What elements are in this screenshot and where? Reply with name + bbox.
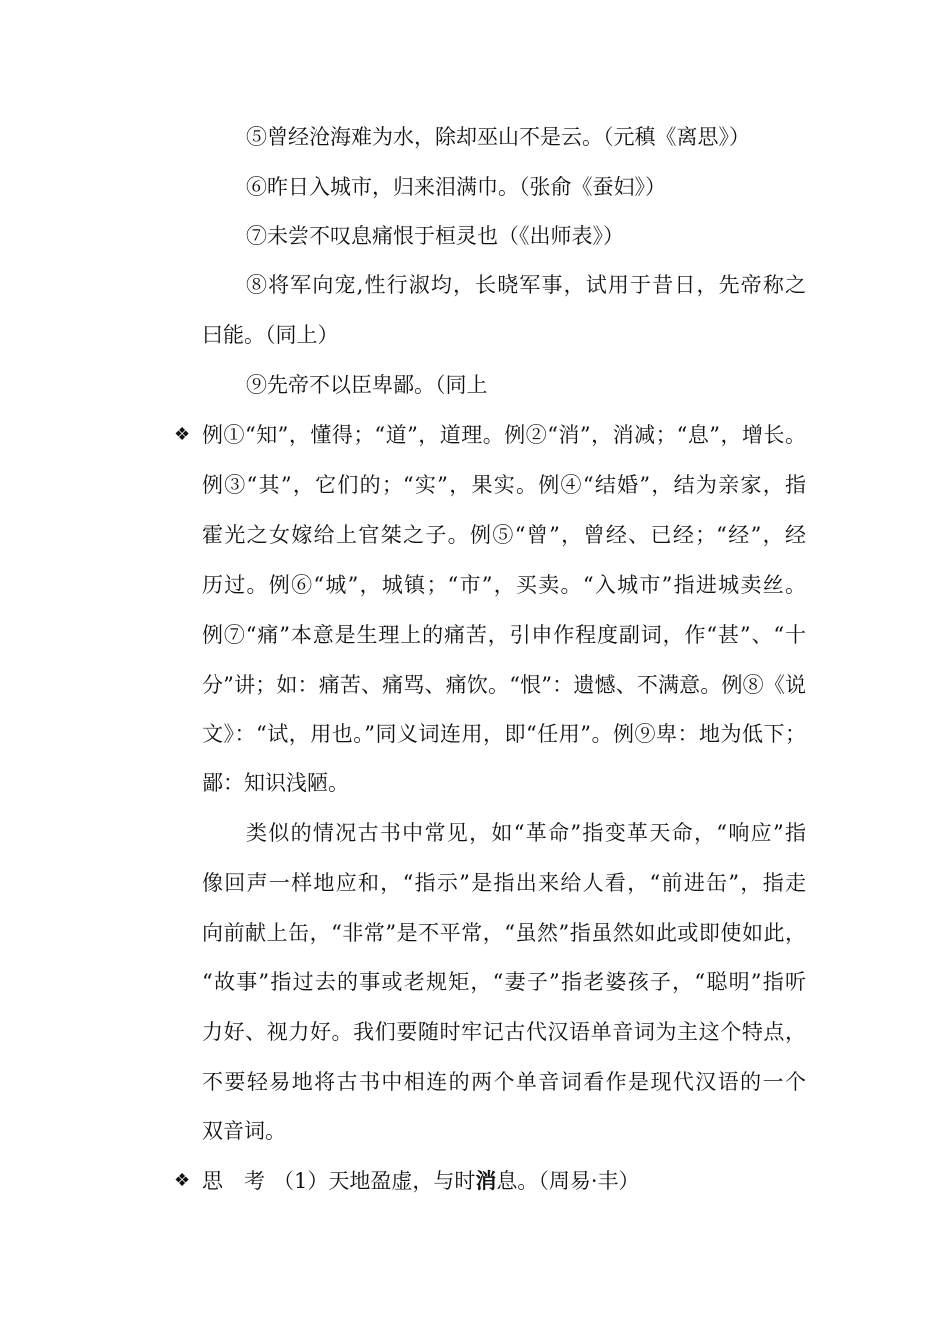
diamond-bullet-icon: ❖ — [174, 1170, 191, 1191]
diamond-bullet-icon: ❖ — [174, 424, 191, 445]
paragraph-line: 双音词。 — [202, 1119, 286, 1143]
thinking-prefix: （1）天地盈虚，与时 — [273, 1169, 476, 1193]
explanation-line: 霍光之女嫁给上官桀之子。例⑤“曾”，曾经、已经；“经”，经 — [202, 523, 806, 547]
paragraph-line: 类似的情况古书中常见，如“革命”指变革天命，“响应”指 — [246, 821, 806, 845]
explanation-line: 分”讲；如：痛苦、痛骂、痛饮。“恨”：遗憾、不满意。例⑧《说 — [202, 673, 806, 697]
quote-line-7: ⑦未尝不叹息痛恨于桓灵也（《出师表》） — [246, 224, 624, 248]
explanation-line: 历过。例⑥“城”，城镇；“市”，买卖。“入城市”指进城卖丝。 — [202, 573, 806, 597]
thinking-question — [202, 1166, 640, 1196]
thinking-suffix: 息。（周易·丰） — [496, 1169, 640, 1193]
paragraph-line: “故事”指过去的事或老规矩，“妻子”指老婆孩子，“聪明”指听 — [202, 970, 806, 994]
quote-line-8b: 曰能。（同上） — [202, 323, 339, 347]
thinking-label: 思 考 — [202, 1169, 265, 1193]
quote-line-6: ⑥昨日入城市，归来泪满巾。（张俞《蚕妇》） — [246, 175, 666, 199]
paragraph-line: 不要轻易地将古书中相连的两个单音词看作是现代汉语的一个 — [202, 1070, 806, 1094]
paragraph-line: 向前献上缶，“非常”是不平常，“虽然”指虽然如此或即使如此， — [202, 921, 806, 945]
paragraph-line: 力好、视力好。我们要随时牢记古代汉语单音词为主这个特点， — [202, 1020, 806, 1044]
explanation-line: 例③“其”，它们的；“实”，果实。例④“结婚”，结为亲家，指 — [202, 473, 806, 497]
quote-line-8a: ⑧将军向宠,性行淑均，长晓军事，试用于昔日，先帝称之 — [246, 273, 806, 297]
explanation-line: 例⑦“痛”本意是生理上的痛苦，引申作程度副词，作“甚”、“十 — [202, 623, 806, 647]
explanation-line: 例①“知”，懂得；“道”，道理。例②“消”，消减；“息”，增长。 — [202, 423, 806, 447]
quote-line-5: ⑤曾经沧海难为水，除却巫山不是云。（元稹《离思》） — [246, 125, 750, 149]
quote-line-9: ⑨先帝不以臣卑鄙。（同上 — [246, 373, 488, 397]
thinking-bold-char: 消 — [475, 1169, 497, 1193]
paragraph-line: 像回声一样地应和，“指示”是指出来给人看，“前进缶”，指走 — [202, 871, 806, 895]
explanation-line: 鄙：知识浅陋。 — [202, 771, 349, 795]
explanation-line: 文》：“试，用也。”同义词连用，即“任用”。例⑨卑：地为低下； — [202, 722, 806, 746]
